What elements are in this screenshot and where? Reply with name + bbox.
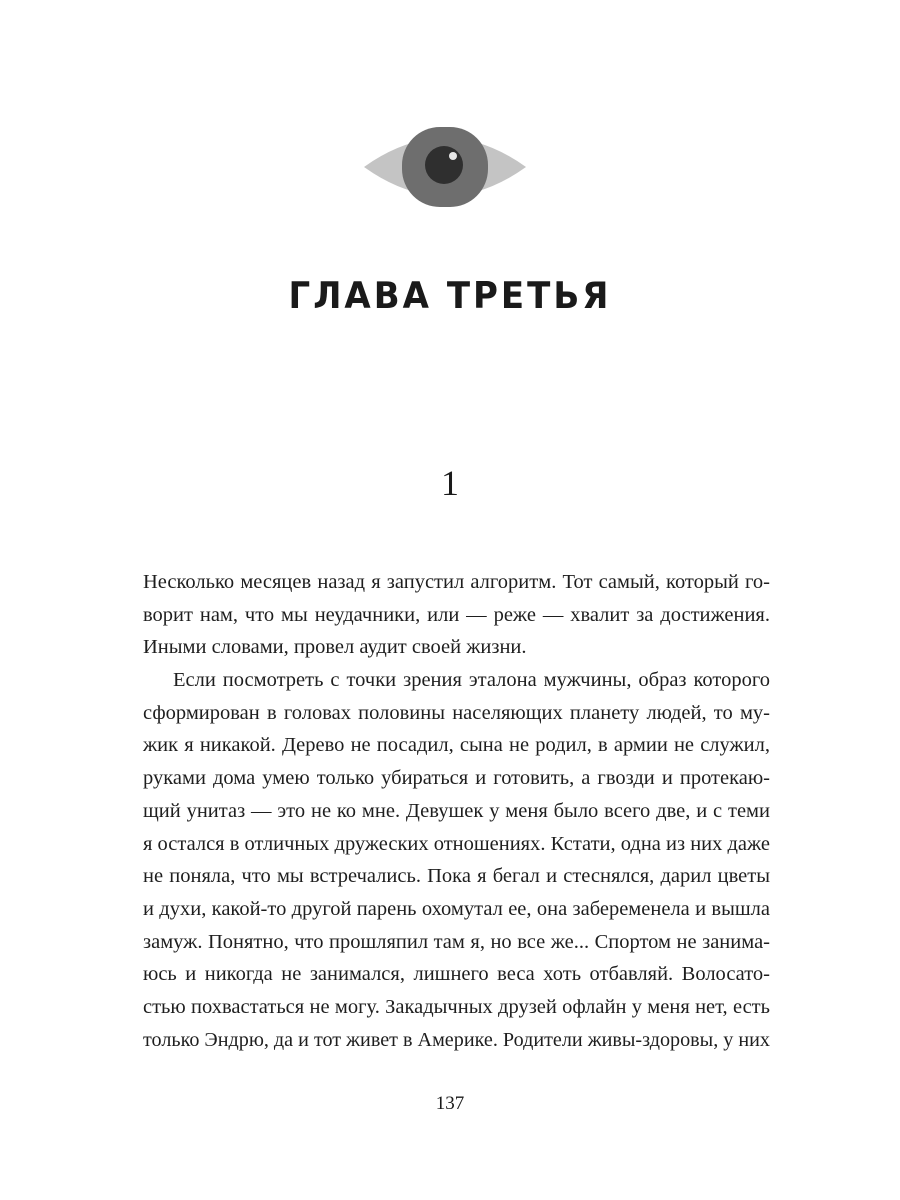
text-line: и духи, какой-то другой парень охомутал ее, она забеременела и вышла	[143, 897, 770, 920]
text-line: юсь и никогда не занимался, лишнего веса хоть отбавляй. Волосато-	[143, 963, 770, 986]
text-line: сформирован в головах половины населяющих планету людей, то му-	[143, 701, 770, 724]
body-text	[143, 566, 770, 1056]
text-line: не поняла, что мы встречались. Пока я бегал и стеснялся, дарил цветы	[143, 865, 770, 888]
text-line: я остался в отличных дружеских отношениях. Кстати, одна из них даже	[143, 832, 770, 855]
text-line: Иными словами, провел аудит своей жизни.	[143, 636, 527, 659]
eye-icon	[362, 127, 528, 207]
page-number: 137	[435, 1093, 465, 1114]
text-line: жик я никакой. Дерево не посадил, сына не родил, в армии не служил,	[143, 734, 770, 757]
text-line: Если посмотреть с точки зрения эталона мужчины, образ которого	[173, 669, 770, 692]
eye-highlight	[449, 152, 457, 160]
chapter-title: ГЛАВА ТРЕТЬЯ	[288, 274, 612, 318]
text-line: только Эндрю, да и тот живет в Америке. Родители живы-здоровы, у них	[143, 1028, 770, 1051]
text-line: стью похвастаться не могу. Закадычных друзей офлайн у меня нет, есть	[143, 995, 770, 1018]
text-line: ворит нам, что мы неудачники, или — реже — хвалит за достижения.	[143, 603, 770, 626]
eye-pupil	[425, 146, 463, 184]
section-number: 1	[441, 463, 459, 503]
text-line: замуж. Понятно, что прошляпил там я, но все же... Спортом не занима-	[143, 930, 770, 953]
text-line: руками дома умею только убираться и готовить, а гвозди и протекаю-	[143, 767, 770, 790]
text-line: щий унитаз — это не ко мне. Девушек у меня было всего две, и с теми	[143, 799, 770, 822]
text-line: Несколько месяцев назад я запустил алгоритм. Тот самый, который го-	[143, 571, 770, 593]
